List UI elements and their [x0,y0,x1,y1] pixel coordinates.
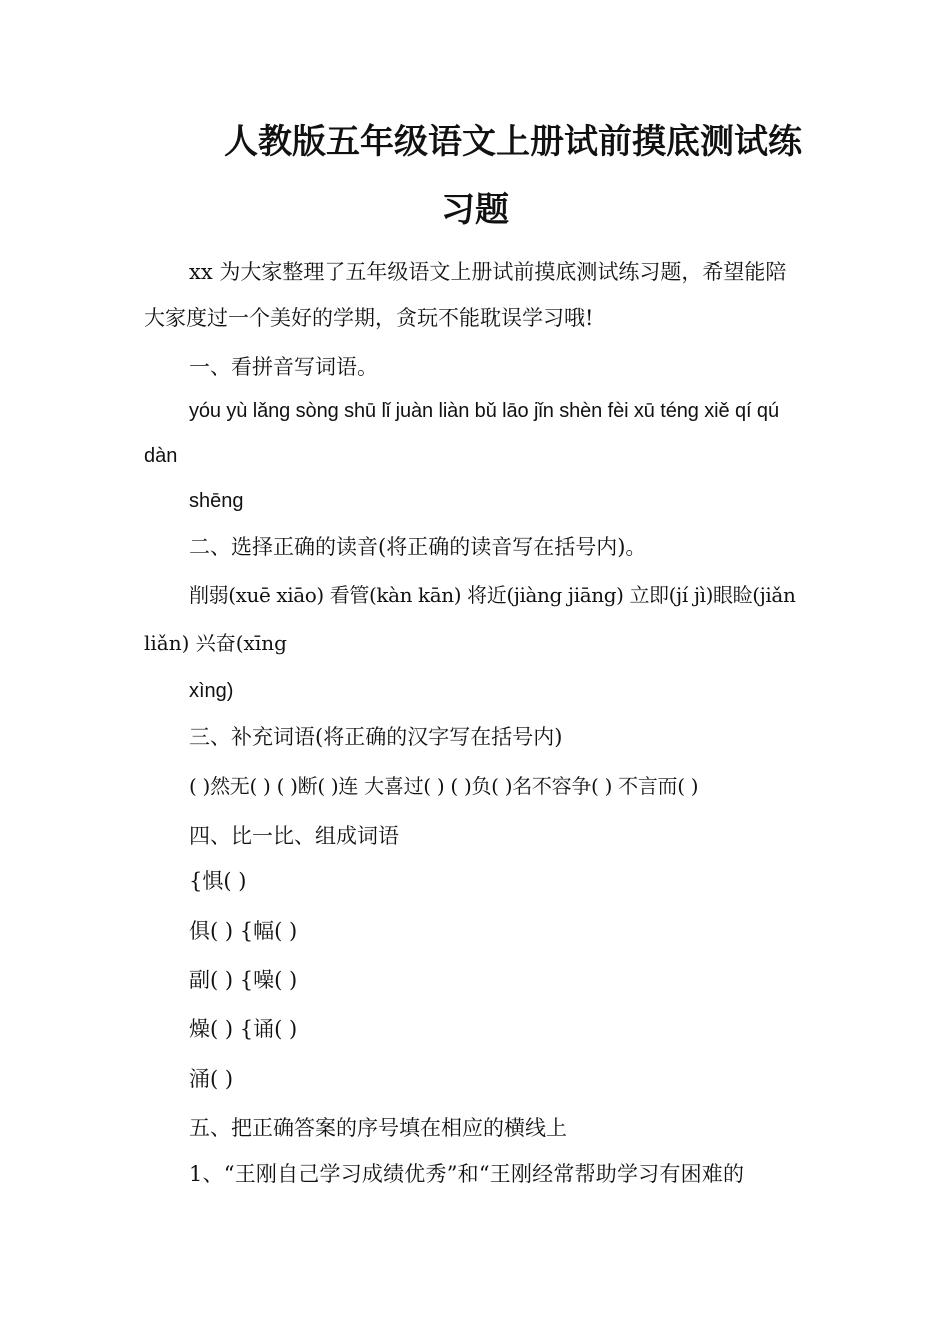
section-4-line-2: 俱( ) {幅( ) [189,919,298,943]
section-2-line-2: liǎn) 兴奋(xīng [144,631,287,655]
section-5-heading: 五、把正确答案的序号填在相应的横线上 [189,1116,567,1140]
section-4-line-5: 涌( ) [189,1067,234,1091]
section-4-heading: 四、比一比、组成词语 [189,824,399,848]
document-title-line-1: 人教版五年级语文上册试前摸底测试练 [224,122,802,162]
section-4-line-4: 燥( ) {诵( ) [189,1017,298,1041]
section-4-line-3: 副( ) {噪( ) [189,968,298,992]
section-5-line-1: 1、“王刚自己学习成绩优秀”和“王刚经常帮助学习有困难的 [189,1162,745,1186]
intro-paragraph-line-1: xx 为大家整理了五年级语文上册试前摸底测试练习题，希望能陪 [189,260,787,284]
section-4-line-1: {惧( ) [189,869,247,893]
section-1-pinyin-line-2: dàn [144,445,178,467]
section-1-pinyin-line-1: yóu yù lǎng sòng shū lǐ juàn liàn bǔ lāo jǐn shèn fèi xū téng xiě qí qú [189,400,779,422]
section-2-line-1: 削弱(xuē xiāo) 看管(kàn kān) 将近(jiàng jiāng) 立即(jí jì)眼睑(jiǎn [189,583,796,607]
section-2-heading: 二、选择正确的读音(将正确的读音写在括号内)。 [189,535,647,559]
section-3-line-1: ( )然无( ) ( )断( )连 大喜过( ) ( )负( )名不容争( ) 不言而( ) [189,774,699,798]
section-2-line-3: xìng) [189,680,234,702]
section-1-heading: 一、看拼音写词语。 [189,355,378,379]
document-title-line-2: 习题 [441,190,509,230]
intro-paragraph-line-2: 大家度过一个美好的学期，贪玩不能耽误学习哦! [144,306,594,330]
section-1-pinyin-line-3: shēng [189,490,244,512]
section-3-heading: 三、补充词语(将正确的汉字写在括号内) [189,725,563,749]
